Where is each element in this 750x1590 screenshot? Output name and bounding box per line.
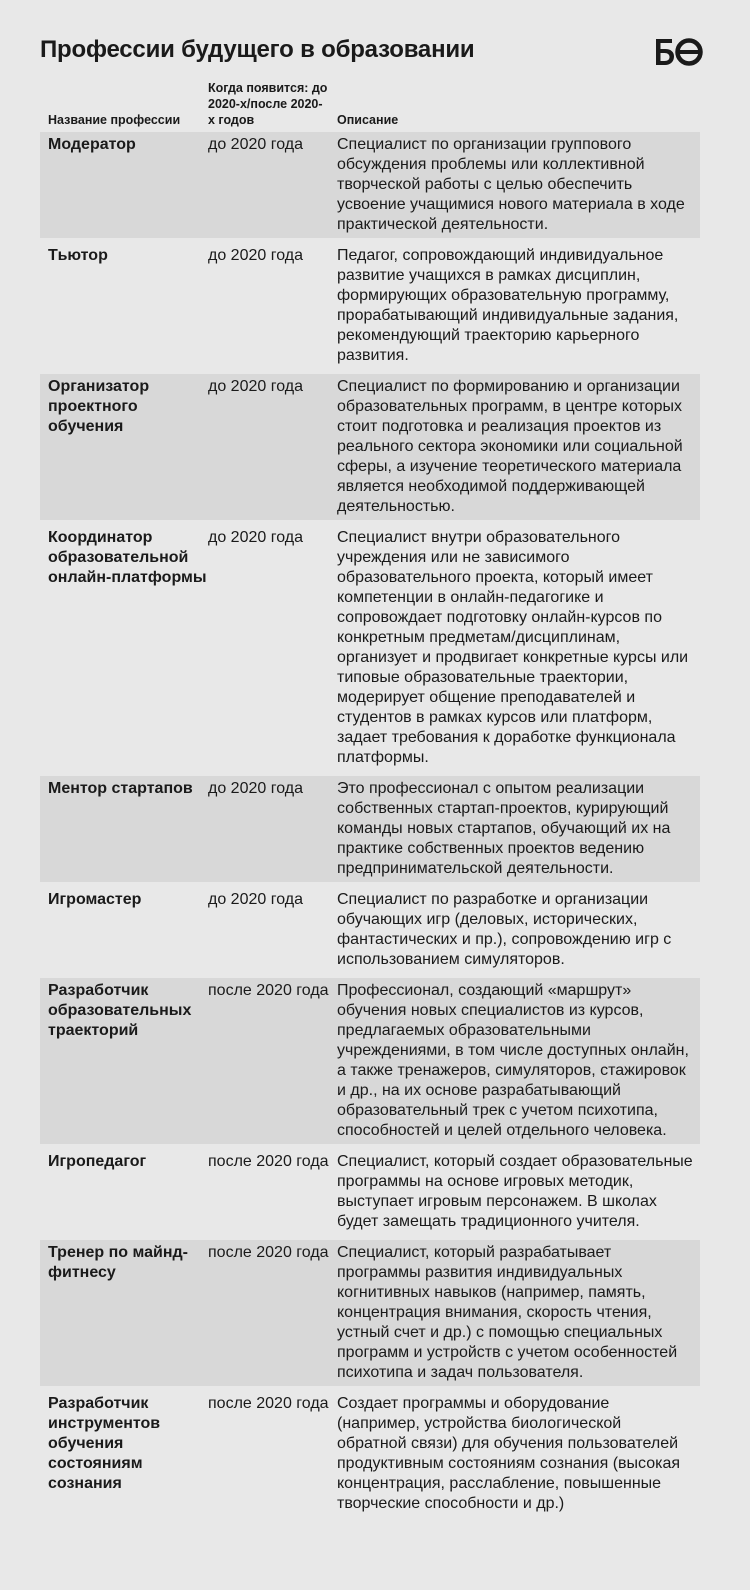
- profession-when: до 2020 года: [208, 378, 303, 395]
- table-row: [40, 525, 700, 771]
- profession-description: Специалист по формированию и организации образовательных программ, в центре которых стоит подготовка и реализация проектов из реального сектора экономики или социальной сферы, а изучение теоретического материала является необходимой поддерживающей деятельностью.: [337, 378, 683, 515]
- header-description: Описание: [337, 113, 399, 127]
- profession-name: Тренер по майнд-фитнесу: [48, 1244, 189, 1281]
- table-header: [40, 82, 700, 128]
- profession-description: Специалист внутри образовательного учреждения или не зависимого образовательного проекта, который имеет компетенции в онлайн-педагогике и сопровождает подготовку онлайн-курсов по конкретным предметам/дисциплинам, организует и продвигает конкретные курсы или типовые образовательные траектории, модерирует общение преподавателей и студентов в рамках курсов или платформ, задает требования к доработке функционала платформы.: [337, 529, 689, 766]
- profession-when: до 2020 года: [208, 247, 303, 264]
- profession-when: до 2020 года: [208, 136, 303, 153]
- profession-name: Ментор стартапов: [48, 780, 193, 797]
- table-row: [40, 1391, 700, 1517]
- profession-description: Специалист, который разрабатывает программы развития индивидуальных когнитивных навыков (например, память, концентрация внимания, скорость чтения, устный счет и др.) с помощью специальных программ и устройств с учетом особенностей психотипа и задач пользователя.: [337, 1244, 678, 1381]
- header-when: Когда появится: до 2020-х/после 2020-х годов: [208, 81, 328, 127]
- table-row: [40, 1240, 700, 1386]
- profession-when: после 2020 года: [208, 982, 329, 999]
- table-row: [40, 374, 700, 520]
- profession-when: до 2020 года: [208, 891, 303, 908]
- profession-description: Специалист по разработке и организации обучающих игр (деловых, исторических, фантастических и пр.), сопровождению игр с использованием симуляторов.: [337, 891, 672, 968]
- bo-logo: [652, 36, 704, 68]
- profession-when: до 2020 года: [208, 780, 303, 797]
- professions-table: [40, 132, 700, 1522]
- profession-name: Модератор: [48, 136, 136, 153]
- profession-name: Разработчик инструментов обучения состояниям сознания: [48, 1395, 161, 1492]
- table-row: [40, 978, 700, 1144]
- profession-description: Специалист, который создает образовательные программы на основе игровых методик, выступает игровым персонажем. В школах будет замещать традиционного учителя.: [337, 1153, 693, 1230]
- profession-name: Разработчик образовательных траекторий: [48, 982, 192, 1039]
- profession-name: Игромастер: [48, 891, 142, 908]
- page-title: Профессии будущего в образовании: [40, 36, 475, 63]
- profession-when: после 2020 года: [208, 1153, 329, 1170]
- profession-description: Специалист по организации группового обсуждения проблемы или коллективной творческой работы с целью обеспечить усвоение учащимися нового материала в ходе практической деятельности.: [337, 136, 685, 233]
- profession-description: Педагог, сопровождающий индивидуальное развитие учащихся в рамках дисциплин, формирующих образовательную программу, прорабатывающий индивидуальные задания, рекомендующий траекторию карьерного развития.: [337, 247, 679, 364]
- table-row: [40, 887, 700, 973]
- profession-name: Игропедагог: [48, 1153, 147, 1170]
- profession-when: после 2020 года: [208, 1244, 329, 1261]
- profession-name: Тьютор: [48, 247, 108, 264]
- table-row: [40, 243, 700, 369]
- profession-description: Создает программы и оборудование (например, устройства биологической обратной связи) для обучения пользователей продуктивным состояниям сознания (высокая концентрация, расслабление, повышенные творческие способности и др.): [337, 1395, 681, 1512]
- profession-description: Профессионал, создающий «маршрут» обучения новых специалистов из курсов, предлагаемых образовательными учреждениями, в том числе доступных онлайн, а также тренажеров, симуляторов, стажировок и др., на их основе разрабатывающий образовательный трек с учетом психотипа, способностей и целей отдельного человека.: [337, 982, 689, 1139]
- profession-when: до 2020 года: [208, 529, 303, 546]
- profession-description: Это профессионал с опытом реализации собственных стартап-проектов, курирующий команды новых стартапов, обучающий их на практике собственных проектов ведению предпринимательской деятельности.: [337, 780, 671, 877]
- profession-name: Координатор образовательной онлайн-платформы: [48, 529, 207, 586]
- profession-when: после 2020 года: [208, 1395, 329, 1412]
- table-row: [40, 776, 700, 882]
- profession-name: Организатор проектного обучения: [48, 378, 150, 435]
- table-row: [40, 1149, 700, 1235]
- table-row: [40, 132, 700, 238]
- header-name: Название профессии: [48, 113, 181, 127]
